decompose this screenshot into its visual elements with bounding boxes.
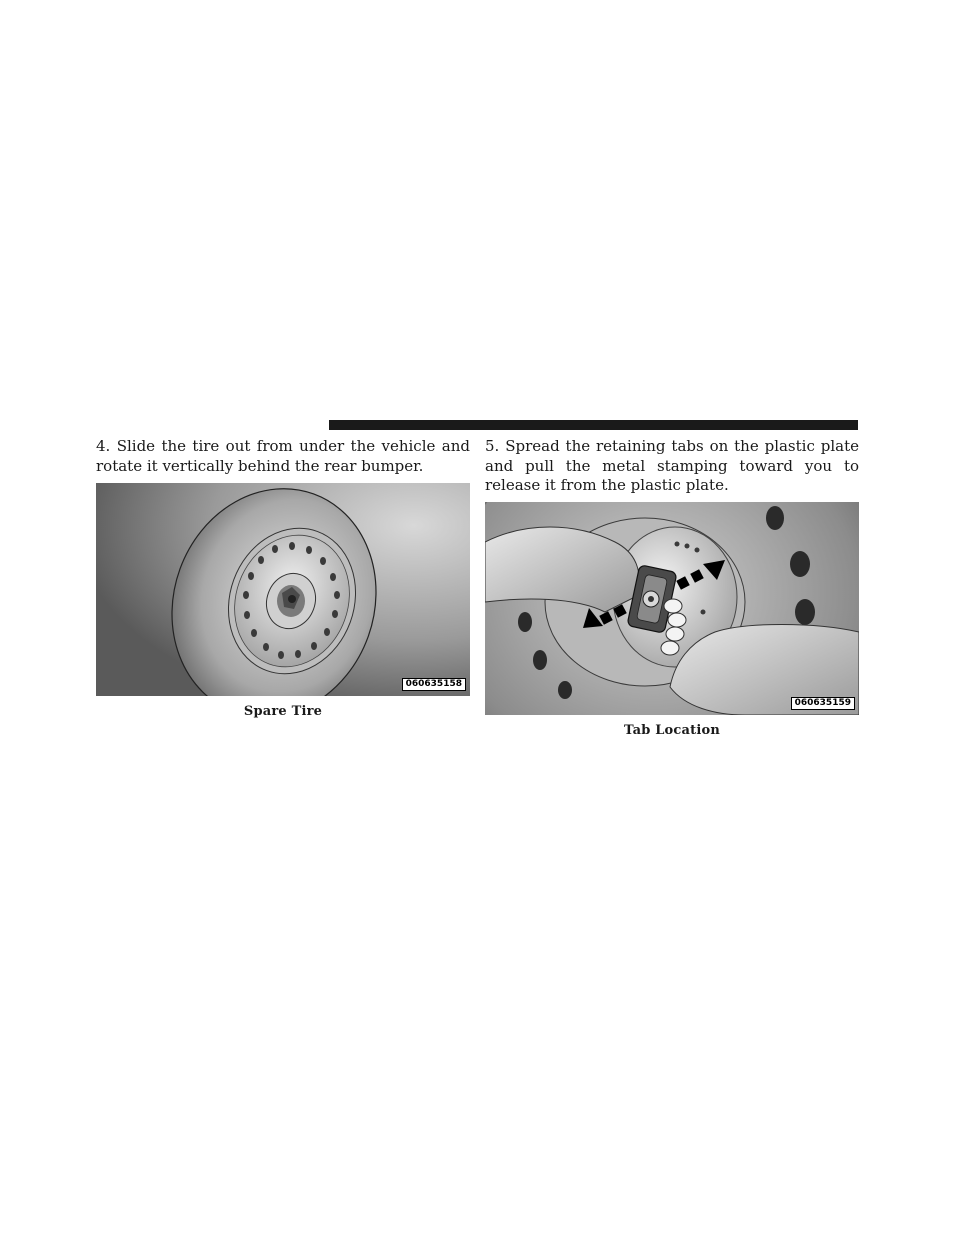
figure-caption: Tab Location xyxy=(623,722,721,738)
figure-code: 060635159 xyxy=(791,697,855,710)
tab-location-illustration xyxy=(485,502,859,715)
step-5-text: 5. Spread the retaining tabs on the plastic plate and pull the metal stamping toward you to release it from the plastic plate. xyxy=(485,437,859,494)
figure-code: 060635158 xyxy=(402,678,466,691)
tab-location-drawing xyxy=(485,502,859,715)
step-4-column xyxy=(96,437,470,719)
figure-caption: Spare Tire xyxy=(243,704,323,719)
spare-tire-illustration xyxy=(96,483,470,696)
header-bar xyxy=(329,420,858,430)
spare-tire-drawing xyxy=(96,483,470,696)
step-5-column xyxy=(485,437,859,738)
step-4-text: 4. Slide the tire out from under the vehicle and rotate it vertically behind the rear bumper. xyxy=(96,437,470,475)
